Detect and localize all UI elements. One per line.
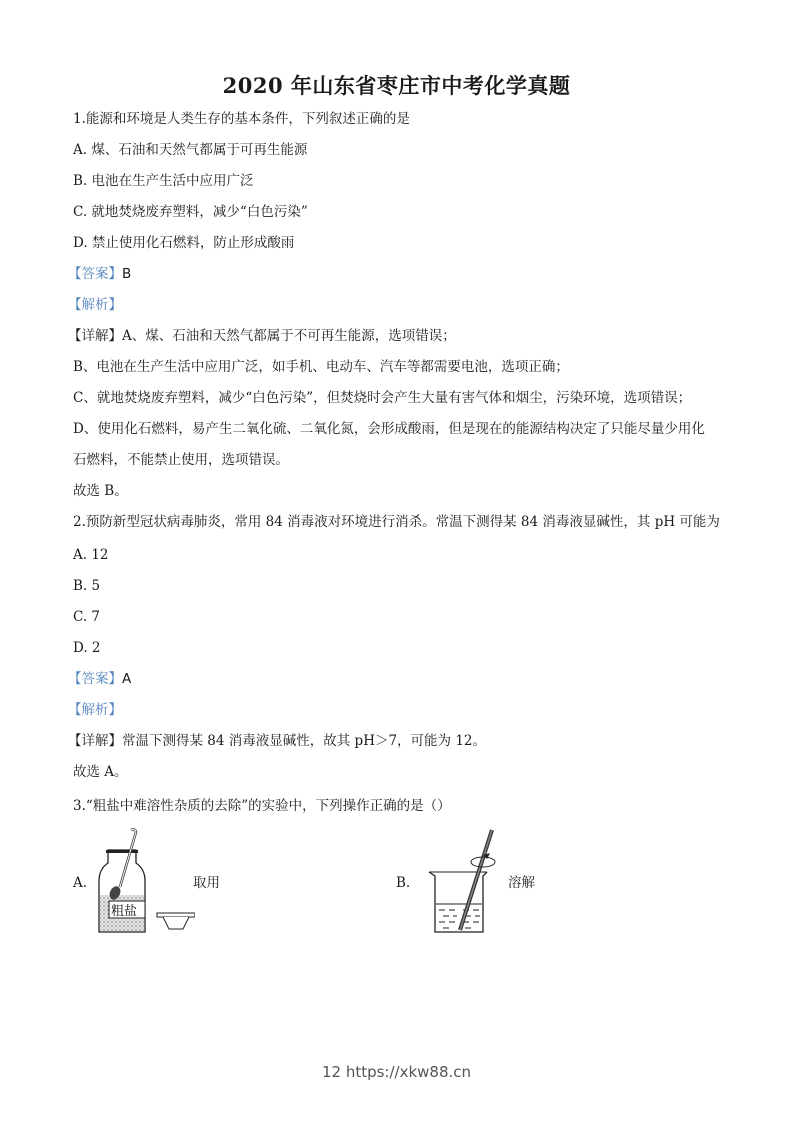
q3-option-b-letter: B. [396, 875, 411, 891]
detail-text: 常温下测得某 84 消毒液显碱性，故其 pH＞7，可能为 12。 [122, 733, 487, 749]
beaker-stirring-rod-figure [425, 826, 505, 938]
answer-label: 【答案】 [68, 671, 122, 687]
q2-detail [68, 732, 486, 750]
q2-conclusion: 故选 A。 [73, 764, 128, 780]
q1-detail-line-1 [68, 327, 456, 345]
q2-option-d: D. 2 [73, 640, 101, 656]
q2-answer [68, 670, 131, 688]
q2-option-c: C. 7 [73, 609, 101, 625]
q1-option-b: B. 电池在生产生活中应用广泛 [73, 173, 254, 189]
q2-analysis-label: 【解析】 [68, 702, 122, 718]
q1-analysis-label: 【解析】 [68, 297, 122, 313]
q1-detail-line-5: 石燃料，不能禁止使用，选项错误。 [73, 452, 289, 468]
q1-option-d: D. 禁止使用化石燃料，防止形成酸雨 [73, 235, 295, 251]
q1-detail-line-2: B、电池在生产生活中应用广泛，如手机、电动车、汽车等都需要电池，选项正确； [73, 359, 569, 375]
detail-label: 【详解】 [68, 328, 122, 344]
q3-option-a-caption: 取用 [193, 875, 220, 891]
answer-label: 【答案】 [68, 266, 122, 282]
page-title: 2020 年山东省枣庄市中考化学真题 [222, 73, 571, 98]
answer-value: A [122, 671, 132, 687]
q1-option-a: A. 煤、石油和天然气都属于可再生能源 [73, 142, 308, 158]
detail-text: A、煤、石油和天然气都属于不可再生能源，选项错误； [122, 328, 456, 344]
q1-option-c: C. 就地焚烧废弃塑料，减少“白色污染” [73, 204, 308, 220]
q1-stem: 1.能源和环境是人类生存的基本条件，下列叙述正确的是 [73, 111, 410, 127]
q2-stem: 2.预防新型冠状病毒肺炎，常用 84 消毒液对环境进行消杀。常温下测得某 84 消毒液显碱性，其 pH 可能为 [73, 514, 720, 530]
reagent-bottle-spoon-figure [95, 825, 195, 940]
q3-stem: 3.“粗盐中难溶性杂质的去除”的实验中，下列操作正确的是（） [73, 798, 451, 814]
q1-answer [68, 265, 131, 283]
q3-option-a-letter: A. [73, 875, 88, 891]
q1-detail-line-3: C、就地焚烧废弃塑料，减少“白色污染”，但焚烧时会产生大量有害气体和烟尘，污染环境，选项错误； [73, 390, 692, 406]
q1-detail-line-4: D、使用化石燃料，易产生二氧化硫、二氧化氮，会形成酸雨，但是现在的能源结构决定了只能尽量少用化 [73, 421, 705, 437]
bottle-label: 粗盐 [111, 904, 138, 919]
q2-option-a: A. 12 [73, 547, 109, 563]
q3-option-b-caption: 溶解 [508, 875, 535, 891]
detail-label: 【详解】 [68, 733, 122, 749]
answer-value: B [122, 266, 132, 282]
q1-conclusion: 故选 B。 [73, 483, 128, 499]
page-footer: 12 https://xkw88.cn [321, 1063, 472, 1081]
q2-option-b: B. 5 [73, 578, 101, 594]
